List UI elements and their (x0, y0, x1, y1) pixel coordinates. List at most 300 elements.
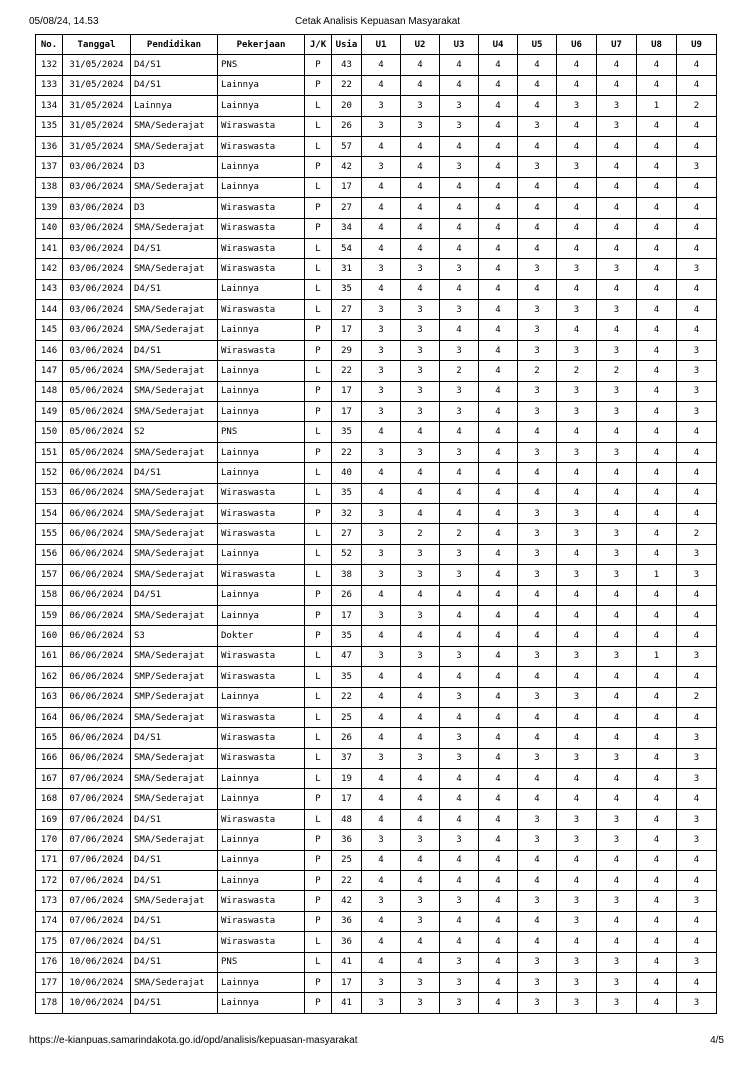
table-cell: 178 (36, 993, 63, 1013)
table-row (36, 952, 717, 972)
table-cell: Lainnya (218, 177, 305, 197)
table-cell: 07/06/2024 (63, 911, 131, 931)
table-cell: 4 (637, 503, 677, 523)
table-cell: SMA/Sederajat (131, 830, 218, 850)
table-cell: 4 (440, 769, 479, 789)
table-cell: 4 (597, 667, 637, 687)
table-cell: 4 (597, 177, 637, 197)
table-cell: 3 (401, 972, 440, 992)
table-cell: 169 (36, 809, 63, 829)
table-cell: 4 (479, 361, 518, 381)
table-cell: 4 (479, 340, 518, 360)
table-cell: 4 (677, 626, 717, 646)
table-row (36, 544, 717, 564)
table-cell: 4 (597, 911, 637, 931)
table-cell: Wiraswasta (218, 198, 305, 218)
table-cell: 152 (36, 463, 63, 483)
table-cell: 4 (401, 809, 440, 829)
table-cell: 3 (557, 402, 597, 422)
table-cell: 4 (401, 952, 440, 972)
table-cell: 4 (440, 605, 479, 625)
table-cell: 4 (637, 157, 677, 177)
table-cell: 4 (440, 136, 479, 156)
table-cell: 134 (36, 96, 63, 116)
table-row (36, 911, 717, 931)
table-cell: 3 (677, 830, 717, 850)
table-cell: D4/S1 (131, 75, 218, 95)
table-cell: 4 (557, 422, 597, 442)
table-cell: D4/S1 (131, 809, 218, 829)
table-row (36, 932, 717, 952)
table-cell: 4 (637, 626, 677, 646)
table-cell: 3 (518, 340, 557, 360)
table-cell: 4 (440, 911, 479, 931)
table-cell: 3 (440, 442, 479, 462)
table-cell: 3 (557, 157, 597, 177)
table-cell: 4 (597, 503, 637, 523)
table-cell: 3 (518, 381, 557, 401)
table-cell: 4 (597, 483, 637, 503)
table-cell: 4 (362, 932, 401, 952)
table-cell: 4 (518, 463, 557, 483)
table-cell: 3 (518, 972, 557, 992)
table-cell: 4 (401, 626, 440, 646)
table-cell: 4 (597, 320, 637, 340)
table-cell: 4 (401, 422, 440, 442)
table-row (36, 503, 717, 523)
table-cell: 32 (332, 503, 362, 523)
table-cell: 141 (36, 238, 63, 258)
table-cell: 1 (637, 96, 677, 116)
table-row (36, 789, 717, 809)
table-cell: 3 (362, 646, 401, 666)
table-cell: 4 (401, 769, 440, 789)
table-cell: 4 (597, 422, 637, 442)
table-cell: 17 (332, 320, 362, 340)
table-cell: 132 (36, 55, 63, 75)
table-cell: Wiraswasta (218, 891, 305, 911)
table-cell: 4 (597, 136, 637, 156)
table-cell: 34 (332, 218, 362, 238)
page-url: https://e-kianpuas.samarindakota.go.id/opd/analisis/kepuasan-masyarakat (29, 1035, 358, 1046)
table-cell: 3 (440, 300, 479, 320)
table-cell: P (305, 972, 332, 992)
table-cell: 4 (479, 442, 518, 462)
table-row (36, 198, 717, 218)
table-cell: 4 (479, 381, 518, 401)
table-cell: 3 (557, 809, 597, 829)
table-cell: 07/06/2024 (63, 871, 131, 891)
table-row (36, 422, 717, 442)
table-cell: 4 (557, 769, 597, 789)
table-cell: 4 (479, 891, 518, 911)
table-cell: L (305, 136, 332, 156)
table-cell: 4 (557, 75, 597, 95)
table-cell: 17 (332, 381, 362, 401)
table-cell: 3 (557, 524, 597, 544)
table-cell: 4 (479, 871, 518, 891)
table-cell: 144 (36, 300, 63, 320)
table-cell: 41 (332, 993, 362, 1013)
table-row (36, 157, 717, 177)
table-cell: 4 (401, 871, 440, 891)
table-cell: 4 (401, 503, 440, 523)
table-cell: P (305, 871, 332, 891)
table-cell: 3 (440, 748, 479, 768)
table-cell: 4 (597, 850, 637, 870)
table-cell: 2 (677, 96, 717, 116)
table-cell: 4 (557, 238, 597, 258)
table-cell: 3 (362, 361, 401, 381)
table-cell: 4 (557, 483, 597, 503)
table-cell: 4 (637, 442, 677, 462)
table-cell: 4 (557, 850, 597, 870)
table-cell: 4 (440, 789, 479, 809)
table-cell: P (305, 218, 332, 238)
table-cell: 3 (677, 340, 717, 360)
table-cell: 4 (637, 55, 677, 75)
table-cell: 3 (401, 993, 440, 1013)
table-cell: 05/06/2024 (63, 361, 131, 381)
page-number: 4/5 (710, 1035, 724, 1046)
table-cell: 3 (401, 911, 440, 931)
table-cell: 4 (637, 279, 677, 299)
table-cell: 17 (332, 972, 362, 992)
table-cell: Lainnya (218, 830, 305, 850)
table-cell: 4 (362, 728, 401, 748)
table-cell: 4 (479, 402, 518, 422)
table-cell: 3 (362, 544, 401, 564)
table-cell: Wiraswasta (218, 809, 305, 829)
table-cell: SMA/Sederajat (131, 972, 218, 992)
column-header: U6 (557, 35, 597, 55)
table-cell: 3 (677, 646, 717, 666)
table-cell: 4 (479, 993, 518, 1013)
table-cell: 4 (597, 218, 637, 238)
table-cell: 4 (362, 279, 401, 299)
table-cell: 03/06/2024 (63, 238, 131, 258)
table-cell: 20 (332, 96, 362, 116)
table-cell: 06/06/2024 (63, 646, 131, 666)
table-cell: 3 (677, 544, 717, 564)
table-cell: SMA/Sederajat (131, 891, 218, 911)
table-cell: 4 (518, 55, 557, 75)
table-cell: 3 (440, 687, 479, 707)
table-cell: 4 (401, 238, 440, 258)
table-row (36, 483, 717, 503)
table-cell: 4 (557, 728, 597, 748)
table-cell: 4 (518, 667, 557, 687)
table-cell: Lainnya (218, 993, 305, 1013)
table-cell: 3 (518, 157, 557, 177)
table-cell: 4 (401, 177, 440, 197)
table-cell: 4 (637, 402, 677, 422)
table-cell: 4 (637, 340, 677, 360)
table-cell: 10/06/2024 (63, 972, 131, 992)
table-cell: P (305, 911, 332, 931)
table-cell: SMA/Sederajat (131, 707, 218, 727)
table-cell: L (305, 300, 332, 320)
table-cell: 4 (637, 381, 677, 401)
table-cell: 4 (557, 707, 597, 727)
table-cell: 4 (518, 177, 557, 197)
table-cell: 175 (36, 932, 63, 952)
table-cell: 03/06/2024 (63, 320, 131, 340)
table-cell: 43 (332, 55, 362, 75)
table-cell: 3 (597, 748, 637, 768)
table-cell: 3 (362, 157, 401, 177)
table-cell: 4 (362, 911, 401, 931)
table-cell: 3 (440, 116, 479, 136)
table-cell: 3 (557, 442, 597, 462)
table-cell: 4 (401, 463, 440, 483)
table-row (36, 177, 717, 197)
table-cell: 31/05/2024 (63, 136, 131, 156)
table-cell: 3 (518, 300, 557, 320)
table-cell: 03/06/2024 (63, 300, 131, 320)
table-cell: 3 (440, 972, 479, 992)
table-cell: PNS (218, 422, 305, 442)
table-cell: 4 (362, 238, 401, 258)
table-body (36, 55, 717, 1013)
table-cell: 26 (332, 728, 362, 748)
table-cell: L (305, 748, 332, 768)
table-cell: D3 (131, 157, 218, 177)
table-cell: D4/S1 (131, 279, 218, 299)
table-cell: 3 (557, 972, 597, 992)
table-cell: P (305, 503, 332, 523)
table-cell: Wiraswasta (218, 483, 305, 503)
table-cell: SMA/Sederajat (131, 524, 218, 544)
table-cell: 4 (518, 75, 557, 95)
table-cell: 3 (362, 300, 401, 320)
table-cell: 07/06/2024 (63, 769, 131, 789)
table-cell: 10/06/2024 (63, 993, 131, 1013)
table-cell: Lainnya (218, 850, 305, 870)
table-cell: 3 (597, 891, 637, 911)
table-cell: 3 (597, 259, 637, 279)
table-cell: P (305, 993, 332, 1013)
table-cell: L (305, 524, 332, 544)
table-cell: 3 (518, 891, 557, 911)
table-cell: 4 (557, 198, 597, 218)
table-cell: 03/06/2024 (63, 279, 131, 299)
table-cell: 48 (332, 809, 362, 829)
table-cell: 4 (518, 850, 557, 870)
table-cell: 4 (637, 850, 677, 870)
table-cell: 4 (637, 300, 677, 320)
table-cell: 4 (518, 769, 557, 789)
table-cell: 148 (36, 381, 63, 401)
table-cell: 4 (440, 238, 479, 258)
table-cell: 4 (479, 769, 518, 789)
table-cell: 149 (36, 402, 63, 422)
table-cell: 4 (362, 422, 401, 442)
table-cell: 4 (479, 952, 518, 972)
table-cell: 3 (401, 340, 440, 360)
table-cell: Lainnya (218, 769, 305, 789)
table-cell: 4 (518, 422, 557, 442)
table-cell: 3 (362, 605, 401, 625)
table-cell: D4/S1 (131, 932, 218, 952)
table-cell: 3 (362, 402, 401, 422)
table-cell: L (305, 952, 332, 972)
table-cell: 162 (36, 667, 63, 687)
column-header: U9 (677, 35, 717, 55)
table-cell: 4 (597, 789, 637, 809)
table-cell: D4/S1 (131, 463, 218, 483)
table-row (36, 218, 717, 238)
table-cell: 35 (332, 626, 362, 646)
table-cell: 4 (557, 605, 597, 625)
table-cell: 4 (677, 198, 717, 218)
table-cell: 3 (597, 381, 637, 401)
table-cell: 3 (362, 96, 401, 116)
table-cell: 2 (518, 361, 557, 381)
table-cell: Lainnya (218, 381, 305, 401)
table-cell: 4 (677, 585, 717, 605)
table-cell: Lainnya (218, 585, 305, 605)
table-cell: 4 (440, 932, 479, 952)
table-cell: 54 (332, 238, 362, 258)
table-cell: 3 (518, 524, 557, 544)
table-cell: 4 (557, 789, 597, 809)
table-cell: 03/06/2024 (63, 218, 131, 238)
table-cell: L (305, 646, 332, 666)
table-cell: D4/S1 (131, 55, 218, 75)
table-cell: 4 (637, 707, 677, 727)
table-cell: 4 (401, 136, 440, 156)
table-cell: 4 (518, 136, 557, 156)
table-cell: 42 (332, 891, 362, 911)
table-cell: 4 (597, 75, 637, 95)
table-cell: 3 (362, 891, 401, 911)
table-cell: 4 (518, 198, 557, 218)
table-cell: 4 (362, 789, 401, 809)
table-cell: 3 (557, 952, 597, 972)
table-row (36, 381, 717, 401)
table-cell: Wiraswasta (218, 116, 305, 136)
table-row (36, 402, 717, 422)
table-cell: 3 (677, 993, 717, 1013)
table-cell: 4 (597, 463, 637, 483)
table-cell: Lainnya (218, 96, 305, 116)
table-cell: 4 (557, 667, 597, 687)
column-header: U4 (479, 35, 518, 55)
table-cell: 4 (479, 605, 518, 625)
table-cell: 3 (362, 748, 401, 768)
table-row (36, 871, 717, 891)
table-cell: 155 (36, 524, 63, 544)
table-cell: 06/06/2024 (63, 728, 131, 748)
table-cell: 3 (518, 116, 557, 136)
table-cell: 3 (557, 891, 597, 911)
table-cell: 03/06/2024 (63, 157, 131, 177)
table-cell: 3 (597, 809, 637, 829)
table-cell: L (305, 279, 332, 299)
table-cell: SMA/Sederajat (131, 442, 218, 462)
table-cell: 4 (479, 96, 518, 116)
table-row (36, 442, 717, 462)
table-cell: 4 (440, 218, 479, 238)
table-cell: 3 (362, 830, 401, 850)
table-cell: 165 (36, 728, 63, 748)
table-cell: 4 (637, 667, 677, 687)
table-cell: 3 (440, 381, 479, 401)
table-cell: 4 (557, 218, 597, 238)
column-header: Tanggal (63, 35, 131, 55)
table-cell: Wiraswasta (218, 911, 305, 931)
print-datetime: 05/08/24, 14.53 (29, 16, 99, 27)
table-cell: 4 (401, 585, 440, 605)
table-cell: 4 (440, 850, 479, 870)
table-cell: 35 (332, 422, 362, 442)
table-cell: 4 (637, 463, 677, 483)
table-cell: 4 (479, 687, 518, 707)
table-cell: L (305, 707, 332, 727)
table-cell: 07/06/2024 (63, 891, 131, 911)
table-row (36, 300, 717, 320)
table-cell: 4 (637, 320, 677, 340)
table-cell: 3 (557, 381, 597, 401)
table-cell: 136 (36, 136, 63, 156)
table-cell: 4 (597, 585, 637, 605)
table-cell: 3 (597, 544, 637, 564)
table-cell: Wiraswasta (218, 218, 305, 238)
table-cell: 05/06/2024 (63, 381, 131, 401)
table-cell: Wiraswasta (218, 932, 305, 952)
table-cell: SMA/Sederajat (131, 402, 218, 422)
table-cell: 153 (36, 483, 63, 503)
table-cell: 3 (597, 116, 637, 136)
table-cell: 4 (401, 75, 440, 95)
table-cell: 17 (332, 177, 362, 197)
table-cell: 3 (677, 361, 717, 381)
table-cell: 3 (597, 96, 637, 116)
table-cell: 161 (36, 646, 63, 666)
table-cell: 3 (440, 544, 479, 564)
table-cell: 4 (479, 483, 518, 503)
table-cell: 35 (332, 483, 362, 503)
table-cell: 4 (677, 667, 717, 687)
table-cell: 3 (401, 320, 440, 340)
table-cell: 4 (479, 422, 518, 442)
table-cell: 52 (332, 544, 362, 564)
table-cell: P (305, 789, 332, 809)
table-cell: 3 (557, 503, 597, 523)
table-cell: 4 (440, 707, 479, 727)
table-cell: 4 (401, 218, 440, 238)
table-cell: 4 (362, 463, 401, 483)
table-cell: 4 (557, 55, 597, 75)
table-cell: 4 (440, 483, 479, 503)
table-cell: 4 (518, 789, 557, 809)
table-cell: 3 (557, 565, 597, 585)
table-cell: 4 (597, 55, 637, 75)
table-cell: 03/06/2024 (63, 177, 131, 197)
table-row (36, 809, 717, 829)
table-cell: Lainnya (218, 361, 305, 381)
table-cell: 3 (597, 830, 637, 850)
column-header: U5 (518, 35, 557, 55)
table-cell: 4 (518, 932, 557, 952)
table-cell: 4 (479, 300, 518, 320)
table-cell: D4/S1 (131, 585, 218, 605)
table-cell: 4 (597, 626, 637, 646)
table-cell: 3 (401, 361, 440, 381)
table-cell: 4 (637, 993, 677, 1013)
table-cell: 4 (637, 544, 677, 564)
